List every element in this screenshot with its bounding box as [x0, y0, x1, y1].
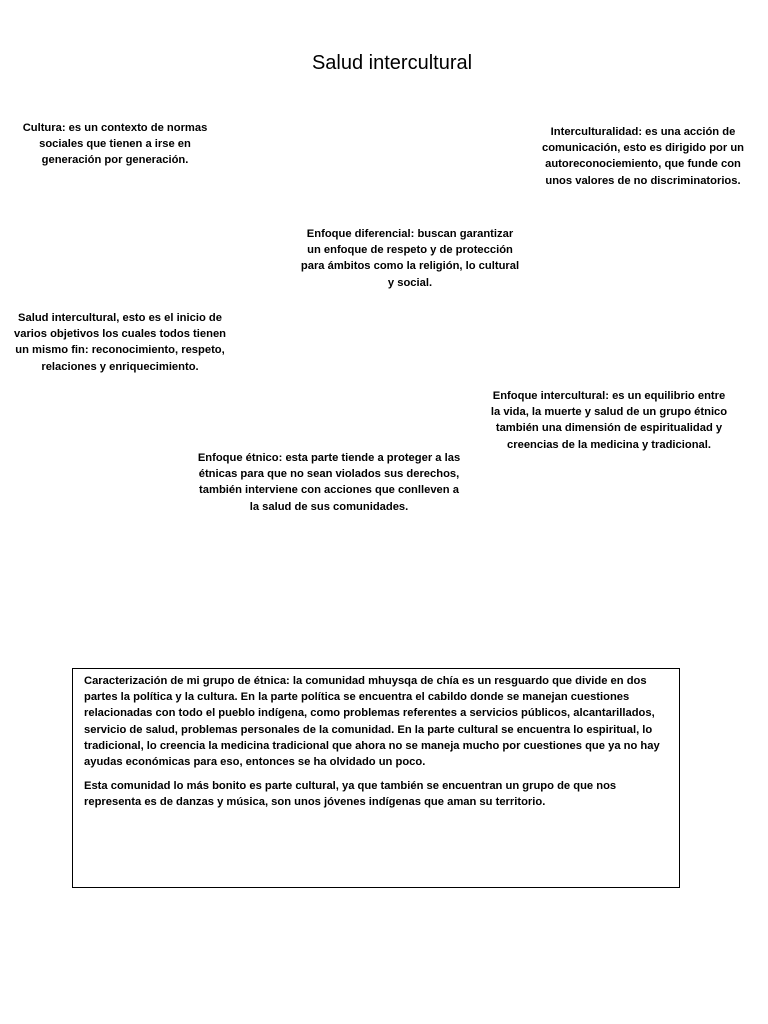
enfoque-diferencial-note: Enfoque diferencial: buscan garantizar un enfoque de respeto y de protección para ámbitos como la religión, lo cultural y social. [300, 228, 520, 289]
cultura-note: Cultura: es un contexto de normas sociales que tienen a irse en generación por generación. [22, 122, 208, 167]
salud-intercultural-note: Salud intercultural, esto es el inicio de varios objetivos los cuales todos tienen un mismo fin: reconocimiento, respeto, relaciones y enriquecimiento. [14, 312, 226, 373]
enfoque-etnico-note: Enfoque étnico: esta parte tiende a proteger a las étnicas para que no sean violados sus derechos, también interviene con acciones que conlleven a la salud de sus comunidades. [197, 452, 461, 513]
interculturalidad-note: Interculturalidad: es una acción de comunicación, esto es dirigido por un autoreconociemiento, que funde con unos valores de no discriminatorios. [541, 126, 745, 187]
enfoque-intercultural-note: Enfoque intercultural: es un equilibrio entre la vida, la muerte y salud de un grupo étnico también una dimensión de espiritualidad y creencias de la medicina y tradicional. [490, 390, 728, 451]
caracterizacion-box [72, 668, 680, 888]
caracterizacion-paragraph: Caracterización de mi grupo de étnica: la comunidad mhuysqa de chía es un resguardo que divide en dos partes la política y la cultura. En la parte política se encuentra el cabildo donde se manejan cuestiones relacionadas con todo el pueblo indígena, como problemas referentes a servicios públicos, alcantarillados, servicio de salud, problemas personales de la comunidad. En la parte cultural se encuentra lo espiritual, lo tradicional, lo creencia la medicina tradicional que ahora no se maneja mucho por cuestiones que ya no hay ayudas económicas para eso, entonces se ha olvidado un poco. [84, 675, 660, 769]
page-title: Salud intercultural [311, 52, 473, 75]
comunidad-paragraph: Esta comunidad lo más bonito es parte cultural, ya que también se encuentran un grupo de que nos representa es de danzas y música, son unos jóvenes indígenas que aman su territorio. [84, 780, 617, 809]
